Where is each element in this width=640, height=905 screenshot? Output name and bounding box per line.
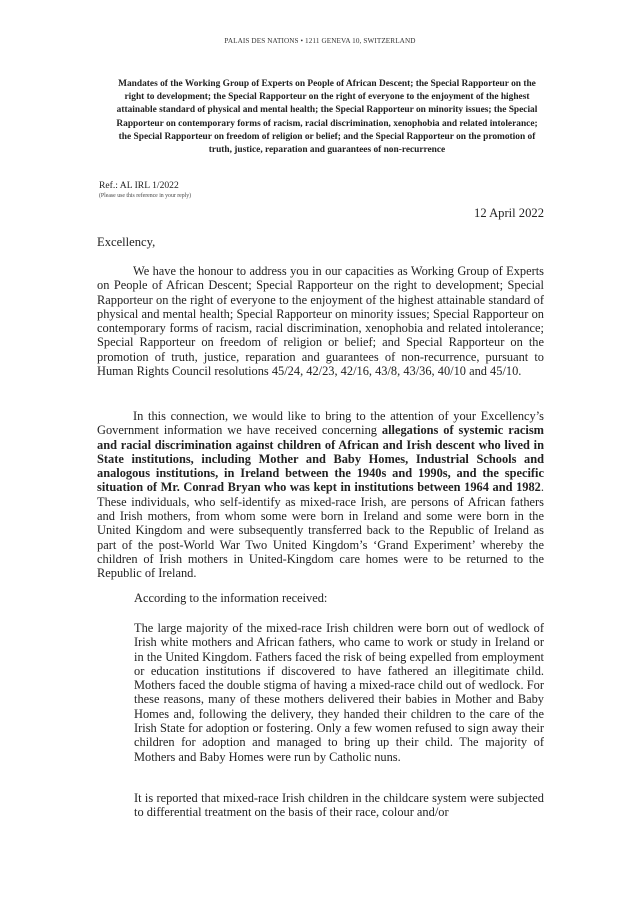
paragraph-2-allegations: allegations of systemic racism and racial discrimination against children of African and Irish descent who lived in State institutions, including Mother and Baby Homes, Industrial Schools and analogous institutions, in Ireland between the 1940s and 1990s, and the specific situation of Mr. Conrad Bryan who was kept in institutions between 1964 and 1982 bbox=[97, 423, 544, 495]
quoted-paragraph-2: It is reported that mixed-race Irish children in the childcare system were subjected to differential treatment on the basis of their race, colour and/or bbox=[134, 791, 544, 820]
paragraph-2-lead: In this connection, we would like to bring to the attention of your Excellency’s Government information we have received concerning bbox=[97, 409, 544, 438]
reference-note: (Please use this reference in your reply) bbox=[99, 193, 192, 199]
body-paragraph-1 bbox=[97, 264, 544, 378]
reference-number: Ref.: AL IRL 1/2022 bbox=[99, 180, 179, 191]
paragraph-2-tail: . These individuals, who self-identify as mixed-race Irish, are persons of African fathers and Irish mothers, from whom some were born in Ireland and some were born in the United Kingdom and were subsequently transferred back to the Republic of Ireland as part of the post-World War Two United Kingdom’s ‘Grand Experiment’ whereby the children of Irish mothers in United-Kingdom care homes were to be returned to the Republic of Ireland. bbox=[97, 480, 544, 581]
mandates-heading: Mandates of the Working Group of Experts on People of African Descent; the Special Rapporteur on the right to development; the Special Rapporteur on the right of everyone to the enjoyment of the highest attainable standard of physical and mental health; the Special Rapporteur on minority issues; the Special Rapporteur on contemporary forms of racism, racial discrimination, xenophobia and related intolerance; the Special Rapporteur on freedom of religion or belief; and the Special Rapporteur on the promotion of truth, justice, reparation and guarantees of non-recurrence bbox=[116, 79, 538, 156]
paragraph-1-text: We have the honour to address you in our capacities as Working Group of Experts on People of African Descent; Special Rapporteur on the right to development; Special Rapporteur on the right of everyone to the enjoyment of the highest attainable standard of physical and mental health; Special Rapporteur on minority issues; Special Rapporteur on contemporary forms of racism, racial discrimination, xenophobia and related intolerance; Special Rapporteur on freedom of religion or belief; and Special Rapporteur on the promotion of truth, justice, reparation and guarantees of non-recurrence, pursuant to Human Rights Council resolutions 45/24, 42/23, 42/16, 43/8, 43/36, 40/10 and 45/10. bbox=[97, 264, 544, 379]
quote-intro: According to the information received: bbox=[134, 591, 328, 605]
letterhead-address: PALAIS DES NATIONS • 1211 GENEVA 10, SWITZERLAND bbox=[224, 37, 416, 45]
body-paragraph-2 bbox=[97, 409, 544, 581]
salutation: Excellency, bbox=[97, 235, 156, 249]
quoted-paragraph-1: The large majority of the mixed-race Irish children were born out of wedlock of Irish white mothers and African fathers, who came to work or study in Ireland or in the United Kingdom. Fathers faced the risk of being expelled from employment or education institutions if discovered to have fathered an illegitimate child. Mothers faced the double stigma of having a mixed-race child out of wedlock. For these reasons, many of these mothers delivered their babies in Mother and Baby Homes and, following the delivery, they handed their children to the care of the Irish State for adoption or fostering. Only a few women refused to sign away their children for adoption and managed to bring up their child. The majority of Mothers and Baby Homes were run by Catholic nuns. bbox=[134, 621, 544, 764]
letter-date: 12 April 2022 bbox=[474, 206, 544, 220]
